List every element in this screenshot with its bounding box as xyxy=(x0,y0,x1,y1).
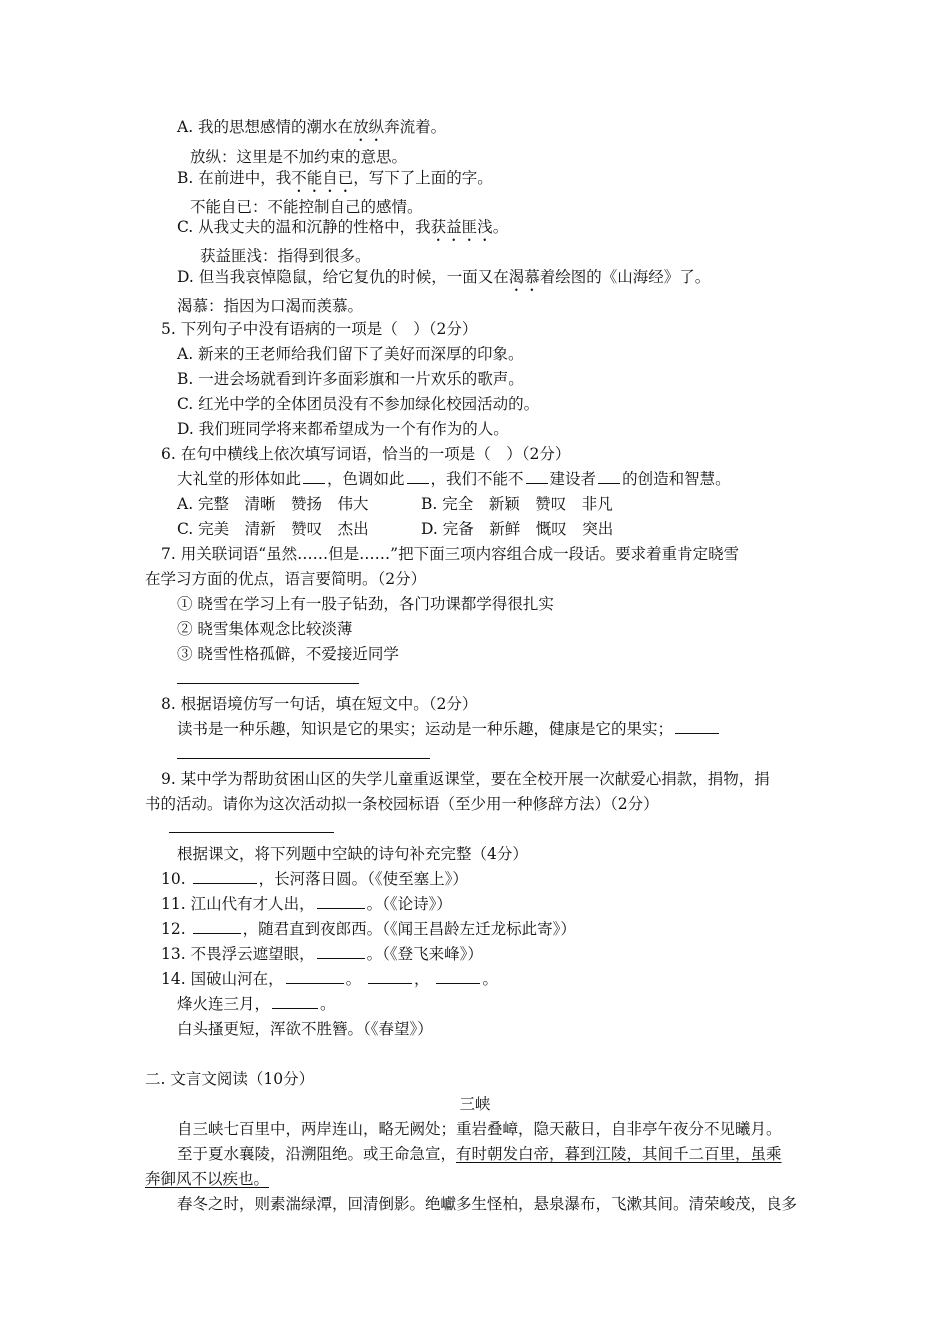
emphasized-word: 获益匪浅 xyxy=(430,218,493,236)
poem-q12 xyxy=(161,918,576,940)
sentence-part: ，色调如此 xyxy=(327,470,405,488)
q9-stem-line1: 9. 某中学为帮助贫困山区的失学儿童重返课堂，要在全校开展一次献爱心捐款，捐物，捐 xyxy=(161,770,770,788)
question-number: 10. xyxy=(161,870,186,888)
q6-sentence xyxy=(177,468,731,490)
emphasized-word: 放纵 xyxy=(353,118,385,136)
q4-option-d xyxy=(177,266,710,295)
punct: 。 xyxy=(482,970,498,988)
q9-stem-line2: 书的活动。请你为这次活动拟一条校园标语（至少用一种修辞方法）（2分） xyxy=(145,795,659,813)
q6-stem: 6. 在句中横线上依次填写词语，恰当的一项是（ ）（2分） xyxy=(161,445,571,463)
q7-item-1: ① 晓雪在学习上有一股子钻劲，各门功课都学得很扎实 xyxy=(177,595,554,613)
sentence-part: 大礼堂的形体如此 xyxy=(177,470,302,488)
underlined-sentence: 奔御风不以疾也。 xyxy=(145,1170,270,1188)
punct: 。 xyxy=(320,995,336,1013)
poem-q13 xyxy=(161,943,483,965)
poem-text: ，随君直到夜郎西。（《闻王昌龄左迁龙标此寄》） xyxy=(242,920,576,938)
fill-blank[interactable] xyxy=(436,969,480,984)
q7-stem-line1: 7. 用关联词语“虽然……但是……”把下面三项内容组合成一段话。要求着重肯定晓雪 xyxy=(161,545,740,563)
q4-note-d: 渴慕：指因为口渴而羡慕。 xyxy=(177,297,364,315)
option-text: ，写下了上面的字。 xyxy=(353,169,493,187)
poem-q10 xyxy=(161,868,468,890)
poem-text: ，长河落日圆。（《使至塞上》） xyxy=(258,870,468,888)
fill-blank[interactable] xyxy=(272,994,318,1009)
q7-answer-line[interactable] xyxy=(177,683,359,684)
fill-blank[interactable] xyxy=(317,894,365,909)
emphasized-word: 不能自已 xyxy=(291,169,354,187)
poem-text: 14. 国破山河在， xyxy=(161,970,284,988)
poem-q14 xyxy=(161,968,498,990)
q5-option-b: B. 一进会场就看到许多面彩旗和一片欢乐的歌声。 xyxy=(177,370,524,388)
option-text: B. 在前进中，我 xyxy=(177,169,292,187)
passage-p1: 自三峡七百里中，两岸连山，略无阙处；重岩叠嶂，隐天蔽日，自非亭午夜分不见曦月。 xyxy=(177,1120,782,1138)
section-heading: 二. 文言文阅读（10分） xyxy=(145,1070,315,1088)
option-text: 着绘图的《山海经》了。 xyxy=(539,268,711,286)
fill-blank[interactable] xyxy=(675,719,719,734)
option-text: D. 但当我哀悼隐鼠，给它复仇的时候，一面又在 xyxy=(177,268,509,286)
poem-text: 11. 江山代有才人出， xyxy=(161,895,315,913)
passage-p3: 春冬之时，则素湍绿潭，回清倒影。绝巘多生怪柏，悬泉瀑布，飞漱其间。清荣峻茂，良多 xyxy=(177,1195,798,1213)
q4-note-a: 放纵：这里是不加约束的意思。 xyxy=(190,148,408,166)
sentence-part: 的创造和智慧。 xyxy=(622,470,731,488)
q8-text xyxy=(177,718,721,740)
passage-p2-cont xyxy=(145,1168,269,1190)
fill-blank[interactable] xyxy=(193,869,257,884)
q5-option-d: D. 我们班同学将来都希望成为一个有作为的人。 xyxy=(177,420,509,438)
q5-option-a: A. 新来的王老师给我们留下了美好而深厚的印象。 xyxy=(177,345,524,363)
poem-text: 13. 不畏浮云遮望眼， xyxy=(161,945,315,963)
fill-blank[interactable] xyxy=(303,469,325,484)
poems-intro: 根据课文，将下列题中空缺的诗句补充完整（4分） xyxy=(177,845,528,863)
q8-prompt: 读书是一种乐趣，知识是它的果实；运动是一种乐趣，健康是它的果实； xyxy=(177,720,674,738)
q7-item-3: ③ 晓雪性格孤僻，不爱接近同学 xyxy=(177,645,399,663)
q6-option-c: C. 完美 清新 赞叹 杰出 xyxy=(177,520,369,538)
poem-q14-line2 xyxy=(177,993,336,1015)
q8-answer-line[interactable] xyxy=(177,758,430,759)
q8-stem: 8. 根据语境仿写一句话，填在短文中。（2分） xyxy=(161,695,478,713)
poem-q11 xyxy=(161,893,452,915)
q4-option-c xyxy=(177,216,508,245)
fill-blank[interactable] xyxy=(193,919,241,934)
passage-text: 至于夏水襄陵，沿溯阻绝。或王命急宣， xyxy=(177,1145,457,1163)
q5-stem: 5. 下列句子中没有语病的一项是（ ）（2分） xyxy=(161,320,478,338)
question-number: 12. xyxy=(161,920,186,938)
sentence-part: ，我们不能不 xyxy=(430,470,524,488)
option-text: 奔流着。 xyxy=(384,118,447,136)
q4-option-b xyxy=(177,167,493,196)
q5-option-c: C. 红光中学的全体团员没有不参加绿化校园活动的。 xyxy=(177,395,540,413)
poem-q14-line3: 白头搔更短，浑欲不胜簪。（《春望》） xyxy=(177,1020,433,1038)
q6-option-b: B. 完全 新颖 赞叹 非凡 xyxy=(421,495,613,513)
emphasized-word: 渴慕 xyxy=(508,268,540,286)
punct: 。 xyxy=(345,970,362,988)
fill-blank[interactable] xyxy=(598,469,620,484)
underlined-sentence: 有时朝发白帝，暮到江陵，其间千二百里，虽乘 xyxy=(456,1145,782,1163)
q4-note-c: 获益匪浅：指得到很多。 xyxy=(200,247,371,265)
poem-text: 烽火连三月， xyxy=(177,995,271,1013)
poem-text: 。（《论诗》） xyxy=(366,895,452,913)
fill-blank[interactable] xyxy=(368,969,412,984)
fill-blank[interactable] xyxy=(317,944,365,959)
option-text: 。 xyxy=(492,218,509,236)
passage-p2 xyxy=(177,1143,782,1165)
fill-blank[interactable] xyxy=(526,469,548,484)
option-text: A. 我的思想感情的潮水在 xyxy=(177,118,354,136)
q9-answer-line[interactable] xyxy=(169,832,334,833)
poem-text: 。（《登飞来峰》） xyxy=(366,945,483,963)
q4-note-b: 不能自已：不能控制自己的感情。 xyxy=(190,198,423,216)
passage-title: 三峡 xyxy=(459,1095,491,1113)
punct: ， xyxy=(414,970,430,988)
q6-option-a: A. 完整 清晰 赞扬 伟大 xyxy=(177,495,369,513)
option-text: C. 从我丈夫的温和沉静的性格中，我 xyxy=(177,218,431,236)
sentence-part: 建设者 xyxy=(549,470,597,488)
q7-item-2: ② 晓雪集体观念比较淡薄 xyxy=(177,620,353,638)
q6-option-d: D. 完备 新鲜 慨叹 突出 xyxy=(421,520,614,538)
q4-option-a xyxy=(177,116,446,145)
fill-blank[interactable] xyxy=(407,469,429,484)
fill-blank[interactable] xyxy=(286,969,344,984)
q7-stem-line2: 在学习方面的优点，语言要简明。（2分） xyxy=(145,570,427,588)
